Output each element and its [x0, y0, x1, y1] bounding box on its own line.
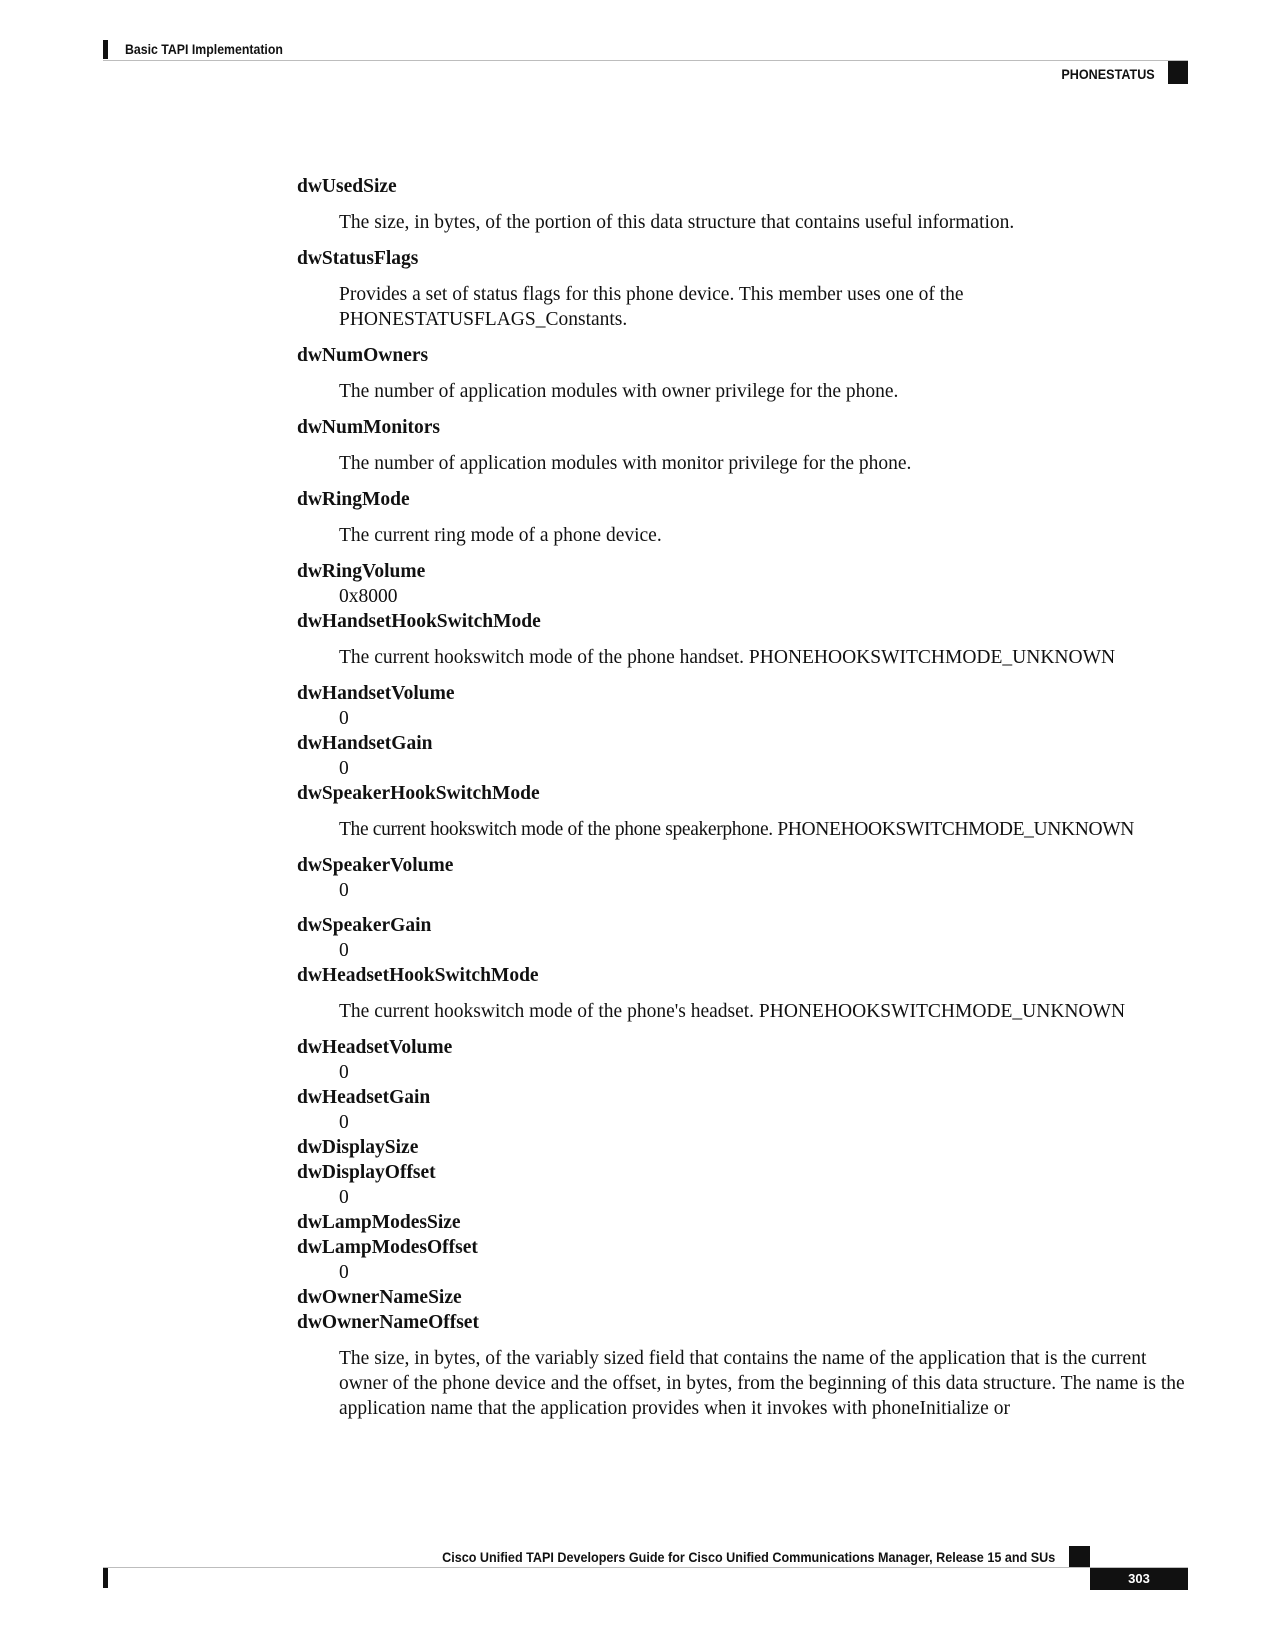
chapter-title: Basic TAPI Implementation — [125, 41, 283, 57]
member-description: The current ring mode of a phone device. — [339, 525, 662, 546]
member-term: dwDisplayOffset — [297, 1162, 436, 1183]
section-title: PHONESTATUS — [1061, 66, 1155, 82]
member-term: dwHandsetVolume — [297, 683, 455, 704]
footer-square — [1069, 1546, 1090, 1567]
member-description: The current hookswitch mode of the phone's headset. PHONEHOOKSWITCHMODE_UNKNOWN — [339, 1001, 1126, 1022]
member-value: 0 — [339, 1112, 349, 1133]
header-left-bar — [103, 40, 108, 59]
member-value: 0 — [339, 708, 349, 729]
member-term: dwUsedSize — [297, 176, 397, 197]
member-term: dwRingVolume — [297, 561, 426, 582]
member-value: 0 — [339, 1187, 349, 1208]
member-term: dwHeadsetGain — [297, 1087, 431, 1108]
member-description: The size, in bytes, of the variably sized field that contains the name of the application that is the current owner of the phone device and the offset, in bytes, from the beginning of this data structure. The name is the application name that the application provides when it invokes with phoneInitialize or — [339, 1348, 1185, 1419]
member-term: dwHeadsetVolume — [297, 1037, 453, 1058]
page-number: 303 — [1090, 1568, 1188, 1590]
spacer — [297, 903, 1197, 913]
member-term: dwOwnerNameSize — [297, 1287, 462, 1308]
member-description: The current hookswitch mode of the phone speakerphone. PHONEHOOKSWITCHMODE_UNKNOWN — [339, 819, 1135, 840]
member-value: 0 — [339, 1262, 349, 1283]
member-value: 0 — [339, 940, 349, 961]
member-value: 0 — [339, 880, 349, 901]
member-value: 0x8000 — [339, 586, 398, 607]
footer-rule — [103, 1567, 1188, 1568]
member-value: 0 — [339, 1062, 349, 1083]
member-description: The current hookswitch mode of the phone handset. PHONEHOOKSWITCHMODE_UNKNOWN — [339, 647, 1116, 668]
footer-left-bar — [103, 1567, 108, 1588]
member-description: The size, in bytes, of the portion of this data structure that contains useful information. — [339, 212, 1015, 233]
member-term: dwHandsetGain — [297, 733, 433, 754]
member-description: Provides a set of status flags for this phone device. This member uses one of the PHONESTATUSFLAGS_Constants. — [339, 284, 964, 330]
member-term: dwSpeakerGain — [297, 915, 432, 936]
member-description: The number of application modules with monitor privilege for the phone. — [339, 453, 912, 474]
member-term: dwNumMonitors — [297, 417, 441, 438]
member-value: 0 — [339, 758, 349, 779]
member-list — [297, 174, 1197, 1432]
member-term: dwRingMode — [297, 489, 410, 510]
member-term: dwDisplaySize — [297, 1137, 419, 1158]
member-term: dwHandsetHookSwitchMode — [297, 611, 541, 632]
member-term: dwNumOwners — [297, 345, 429, 366]
member-term: dwLampModesOffset — [297, 1237, 478, 1258]
member-term: dwOwnerNameOffset — [297, 1312, 479, 1333]
member-term: dwSpeakerVolume — [297, 855, 454, 876]
footer-guide-title: Cisco Unified TAPI Developers Guide for Cisco Unified Communications Manager, Release 15 and SUs — [441, 1549, 1055, 1565]
member-term: dwSpeakerHookSwitchMode — [297, 783, 540, 804]
header-right-block — [1168, 61, 1188, 84]
member-term: dwStatusFlags — [297, 248, 419, 269]
member-description: The number of application modules with owner privilege for the phone. — [339, 381, 899, 402]
member-term: dwLampModesSize — [297, 1212, 461, 1233]
member-term: dwHeadsetHookSwitchMode — [297, 965, 539, 986]
header-rule — [103, 60, 1188, 61]
